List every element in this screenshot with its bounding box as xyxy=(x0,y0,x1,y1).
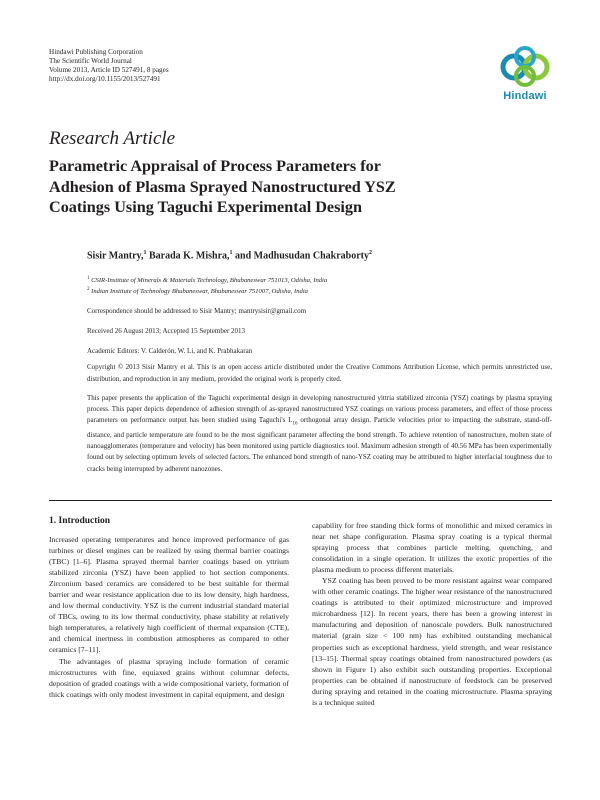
author-name: Sisir Mantry, xyxy=(87,250,144,262)
affiliation-mark: 1 xyxy=(87,276,90,281)
journal-name: The Scientific World Journal xyxy=(49,57,132,65)
doi-link[interactable]: http://dx.doi.org/10.1155/2013/527491 xyxy=(49,75,161,83)
paragraph: Increased operating temperatures and hence improved performance of gas turbines or diesel engines can be realized by using thermal barrier coatings (TBC) [1–6]. Plasma sprayed thermal barrier coatings based on yttrium stabilized zirconia (YSZ) have been applied to hot section components. Zirconium based ceramics are considered to be best suitable for thermal barrier and wear resistance application due to its low density, high hardness, and low thermal conductivity. YSZ is the current industrial standard material of TBCs, owing to its low thermal conductivity, phase stability at relatively high temperatures, a relatively high coefficient of thermal expansion (CTE), and chemical inertness in combustion atmospheres as compared to other ceramics [7–11]. xyxy=(49,535,289,655)
paragraph: The advantages of plasma spraying include formation of ceramic microstructures with fine, equiaxed grains without columnar defects, deposition of graded coatings with a wide compositional variety, formation of thick coatings with only modest investment in capital equipment, and design xyxy=(49,656,289,699)
author-name: Barada K. Mishra, xyxy=(146,250,230,262)
affiliation xyxy=(87,276,327,284)
section-divider xyxy=(49,500,552,501)
abstract-text: This paper presents the application of the Taguchi experimental design in developing nanostructured yittria stabilized zirconia (YSZ) coatings by plasma spraying process. This paper depicts dependence of adhesion strength of as-sprayed nanostructured YSZ coatings on various process parameters, and effect of those process parameters on performance output has been studied using Taguchi's L xyxy=(87,394,552,425)
title-line: Adhesion of Plasma Sprayed Nanostructured YSZ xyxy=(49,177,396,196)
correspondence: Correspondence should be addressed to Sisir Mantry; mantrysisir@gmail.com xyxy=(87,307,307,315)
author-affil-mark: 2 xyxy=(368,250,372,256)
paragraph: capability for free standing thick forms of monolithic and mixed ceramics in near net shape configuration. Plasma spray coating is a typical thermal spraying process that combines particle melting, quenching, and consolidation in a single operation. It utilizes the exotic properties of the plasma medium to process different materials. xyxy=(312,521,552,575)
author-list xyxy=(87,250,372,261)
publisher-name: Hindawi Publishing Corporation xyxy=(49,48,143,56)
paper-title xyxy=(49,156,469,218)
received-accepted-dates: Received 26 August 2013; Accepted 15 September 2013 xyxy=(87,327,246,335)
affiliation-text: CSIR-Institute of Minerals & Materials Technology, Bhubaneswar 751013, Odisha, India xyxy=(91,277,328,285)
academic-editors: Academic Editors: V. Calderón, W. Li, and K. Prabhakaran xyxy=(87,347,253,355)
title-line: Coatings Using Taguchi Experimental Design xyxy=(49,198,363,216)
abstract-text: orthogonal array design. Particle velocities prior to impacting the substrate, stand-off-distance, and particle temperature are found to be the most significant parameter affecting the bond strength. To achieve retention of nanostructure, molten state of nanoagglomerates (temperature and velocity) has been monitored using particle diagnostics tool. Maximum adhesion strength of 40.56 MPa has been experimentally found out by selecting optimum levels of selected factors. The enhanced bond strength of nano-YSZ coating may be attributed to higher interfacial toughness due to cracks being interrupted by adherent nanozones. xyxy=(87,416,552,473)
affiliation xyxy=(87,287,308,295)
author-affil-mark: 1 xyxy=(143,250,147,256)
section-heading: 1. Introduction xyxy=(49,516,111,526)
title-line: Parametric Appraisal of Process Parameters for xyxy=(49,157,381,175)
article-type: Research Article xyxy=(49,128,176,149)
abstract-subscript: 16 xyxy=(292,421,298,427)
abstract xyxy=(87,393,552,475)
left-column xyxy=(49,534,289,700)
author-affil-mark: 1 xyxy=(229,250,233,256)
copyright-notice: Copyright © 2013 Sisir Mantry et al. This is an open access article distributed under the Creative Commons Attribution License, which permits unrestricted use, distribution, and reproduction in any medium, provided the original work is properly cited. xyxy=(87,363,552,383)
affiliation-text: Indian Institute of Technology Bhubaneswar, Bhubaneswar 751007, Odisha, India xyxy=(91,288,308,296)
affiliation-mark: 2 xyxy=(87,287,90,292)
author-name: and Madhusudan Chakraborty xyxy=(232,250,369,262)
right-column xyxy=(312,520,552,708)
volume-info: Volume 2013, Article ID 527491, 8 pages xyxy=(49,66,169,74)
paragraph: YSZ coating has been proved to be more resistant against wear compared with other ceramic coatings. The higher wear resistance of the nanostructured coatings is attributed to their optimized microstructure and improved microhardness [12]. In recent years, there has been a growing interest in manufacturing and deposition of nanoscale powders. Bulk nanostructured material (grain size < 100 nm) has exhibited outstanding mechanical properties such as exceptional hardness, yield strength, and wear resistance [13–15]. Thermal spray coatings obtained from nanostructured powders (as shown in Figure 1) also exhibit such outstanding properties. Exceptional properties can be obtained if nanostructure of feedstock can be preserved during spraying and retained in the coating microstructure. Plasma spraying is a technique suited xyxy=(312,576,552,707)
hindawi-logo-text: Hindawi xyxy=(503,90,547,102)
journal-info xyxy=(49,48,169,84)
